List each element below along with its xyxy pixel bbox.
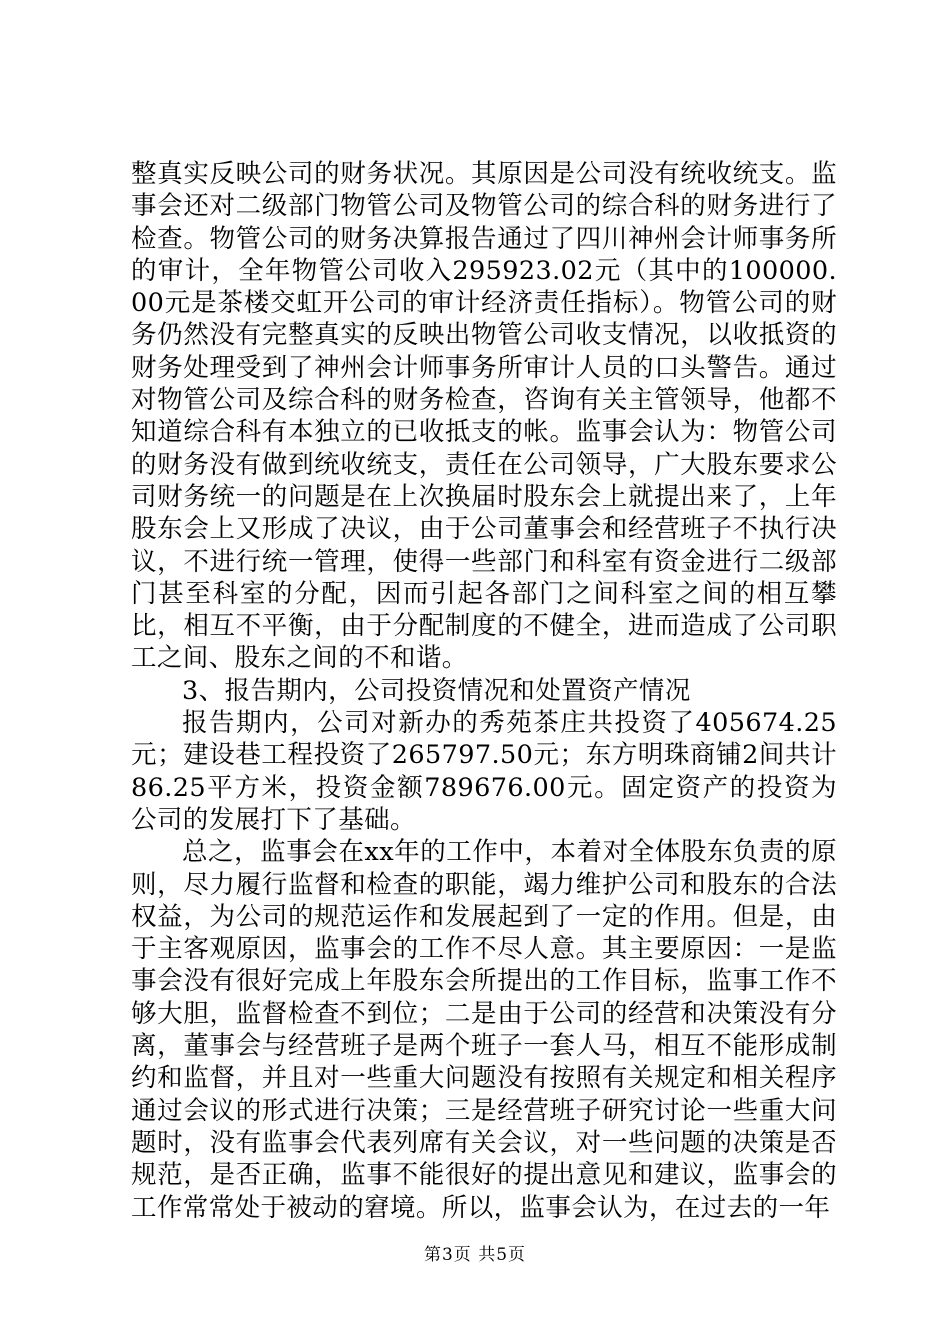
page-footer xyxy=(0,1244,950,1266)
page-number-label: 第3页 共5页 xyxy=(423,1245,527,1265)
paragraph-financial-status: 整真实反映公司的财务状况。其原因是公司没有统收统支。监事会还对二级部门物管公司及物管公司的综合科的财务进行了检查。物管公司的财务决算报告通过了四川神州会计师事务所的审计，全年物管公司收入295923.02元（其中的100000.00元是茶楼交虹开公司的审计经济责任指标）。物管公司的财务仍然没有完整真实的反映出物管公司收支情况，以收抵资的财务处理受到了神州会计师事务所审计人员的口头警告。通过对物管公司及综合科的财务检查，咨询有关主管领导，他都不知道综合科有本独立的已收抵支的帐。监事会认为：物管公司的财务没有做到统收统支，责任在公司领导，广大股东要求公司财务统一的问题是在上次换届时股东会上就提出来了，上年股东会上又形成了决议，由于公司董事会和经营班子不执行决议，不进行统一管理，使得一些部门和科室有资金进行二级部门甚至科室的分配，因而引起各部门之间科室之间的相互攀比，相互不平衡，由于分配制度的不健全，进而造成了公司职工之间、股东之间的不和谐。 xyxy=(131,159,837,674)
paragraph-investment: 报告期内，公司对新办的秀苑茶庄共投资了405674.25元；建设巷工程投资了265797.50元；东方明珠商铺2间共计86.25平方米，投资金额789676.00元。固定资产的投资为公司的发展打下了基础。 xyxy=(131,708,837,835)
paragraph-summary: 总之，监事会在xx年的工作中，本着对全体股东负责的原则，尽力履行监督和检查的职能，竭力维护公司和股东的合法权益，为公司的规范运作和发展起到了一定的作用。但是，由于主客观原因，监事会的工作不尽人意。其主要原因：一是监事会没有很好完成上年股东会所提出的工作目标，监事工作不够大胆，监督检查不到位；二是由于公司的经营和决策没有分离，董事会与经营班子是两个班子一套人马，相互不能形成制约和监督，并且对一些重大问题没有按照有关规定和相关程序通过会议的形式进行决策；三是经营班子研究讨论一些重大问题时，没有监事会代表列席有关会议，对一些问题的决策是否规范，是否正确，监事不能很好的提出意见和建议，监事会的工作常常处于被动的窘境。所以，监事会认为，在过去的一年 xyxy=(131,837,837,1223)
document-body xyxy=(131,158,837,1224)
section-heading-investment: 3、报告期内，公司投资情况和处置资产情况 xyxy=(182,675,691,706)
